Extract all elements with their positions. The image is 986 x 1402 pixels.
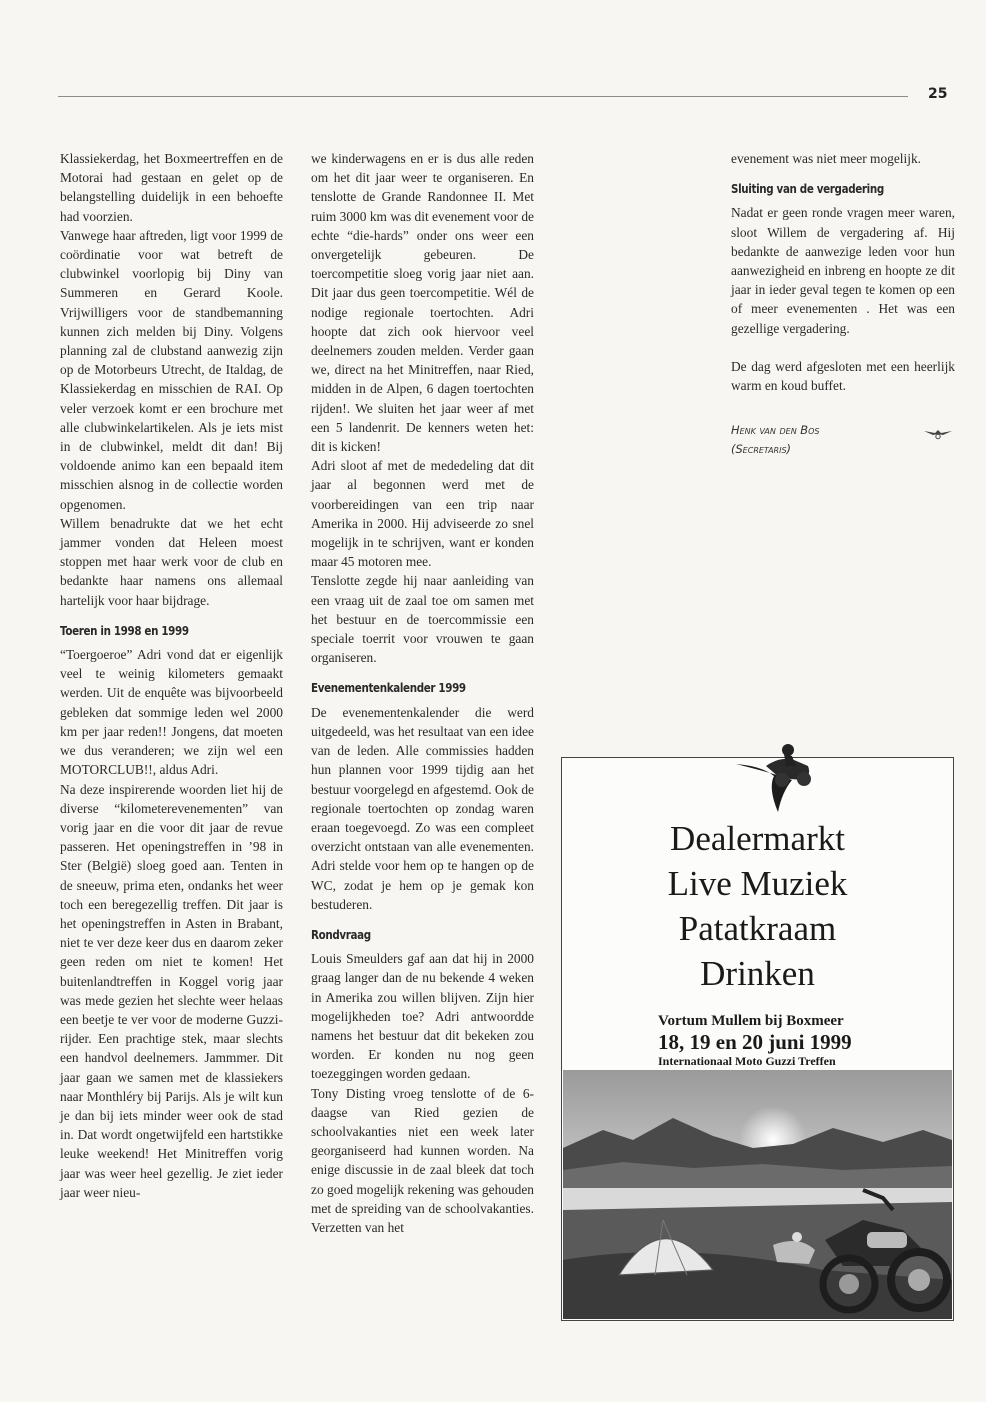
author-role: (Secretaris) [731,442,791,457]
ad-headline-list [562,816,953,996]
ad-line: Dealermarkt [670,819,845,858]
ad-event: Internationaal Moto Guzzi Treffen [658,1054,836,1068]
page-number: 25 [928,86,948,102]
ad-dates: 18, 19 en 20 juni 1999 [658,1030,852,1054]
paragraph: we kinderwagens en er is dus alle reden om het dit jaar weer te organiseren. En tenslotte de Grande Randonnee II. Met ruim 3000 km was dit evenement voor de echte “die-hards” onder ons weer een onvergetelijk gebeuren. De toercompetitie sloeg vorig jaar niet aan. Dit jaar dus geen toercompetitie. Wél de nodige regionale toertochten. Adri hoopte dat zich ook hiervoor veel deelnemers zouden melden. Verder gaan we, direct na het Minitreffen, naar Ried, midden in de Alpen, 6 dagen toertochten rijden!. We sluiten het jaar weer af met een 5 landenrit. De kenners weten het: dit is kicken! [311,151,534,455]
paragraph: Na deze inspirerende woorden liet hij de diverse “kilometerevenementen” van vorig jaar en die voor dit jaar de revue passeren. Het openingstreffen in ’98 in Ster (België) sloeg goed aan. Tenten in de sneeuw, prima eten, ondanks het weer toch een beregezellig treffen. Dit jaar is het openingstreffen in Asten in Brabant, niet te ver deze keer dus en daarom zeker geen reden om niet te komen! Het buitenlandtreffen in Koggel vorig jaar was mede gezien het slechte weer helaas een beetje te ver voor de moderne Guzzi-rijder. Een prachtige stek, maar slechts een handvol deelnemers. Jammmer. Dit jaar gaan we samen met de klassiekers naar Monthléry bij Parijs. Als je wilt kun je dan bij iets minder weer ook de stad in. Dat wordt ongetwijfeld een hartstikke leuke weekend! Het Minitreffen vorig jaar was weer heel gezellig. Je ziet ieder jaar weer nieu- [60,781,283,1200]
ad-line: Live Muziek [667,864,848,903]
ad-line: Drinken [700,954,815,993]
paragraph: Willem benadrukte dat we het echt jammer vonden dat Heleen moest stoppen met haar werk voor de club en bedankte haar namens ons allemaal hartelijk voor haar bijdrage. [60,515,283,608]
ad-info [658,1013,948,1068]
section-heading: Rondvraag [311,927,371,942]
eagle-icon [923,427,953,441]
advertisement [561,757,954,1321]
paragraph: Tenslotte zegde hij naar aanleiding van een vraag uit de zaal toe om samen met het bestuur en de toercommissie een speciale toerrit voor vrouwen te gaan organiseren. [311,573,534,666]
paragraph: Nadat er geen ronde vragen meer waren, sloot Willem de vergadering af. Hij bedankte de aanwezige leden voor hun aanwezigheid en inbreng en hoopte ze dit jaar in ieder geval tegen te komen op een of meer evenementen . Het was een gezellige vergadering. [731,205,955,336]
section-heading: Toeren in 1998 en 1999 [60,623,189,638]
paragraph: Klassiekerdag, het Boxmeertreffen en de Motorai had gestaan en gelet op de belangstelling duidelijk in een behoefte had voorzien. [60,151,283,224]
paragraph: De dag werd afgesloten met een heerlijk warm en koud buffet. [731,358,955,394]
paragraph: Louis Smeulders gaf aan dat hij in 2000 graag langer dan de nu bekende 4 weken in Amerika zou willen blijven. Zijn hier mogelijkheden toe? Adri antwoordde namens het bestuur dat dit bekeken zou worden. Er konden nu nog geen toezeggingen worden gedaan. [311,951,534,1082]
ad-venue: Vortum Mullem bij Boxmeer [658,1013,844,1029]
column-3 [731,149,955,465]
paragraph: Tony Disting vroeg tenslotte of de 6-daagse van Ried gezien de schoolvakanties niet een week later georganiseerd had kunnen worden. Na enige discussie in de zaal bleek dat toch zo goed mogelijk rekening was gehouden met de spreiding van de schoolvakanties. Verzetten van het [311,1085,534,1235]
paragraph: “Toergoeroe” Adri vond dat er eigenlijk veel te weinig kilometers gemaakt werden. Uit de enquête was bijvoorbeeld gebleken dat sommige leden wel 2000 km per jaar reden!! Jongens, dat moeten we dus veranderen; we zijn wel een MOTORCLUB!!, aldus Adri. [60,647,283,778]
rider-eagle-logo-icon [732,736,822,820]
campsite-motorcycle-photo [563,1070,952,1319]
column-1 [60,149,283,1202]
author-name: Henk van den Bos [731,423,820,438]
ad-line: Patatkraam [678,909,837,948]
section-heading: Sluiting van de vergadering [731,182,884,197]
paragraph: evenement was niet meer mogelijk. [731,151,922,166]
signature-block [731,421,955,465]
spacer [731,338,955,357]
paragraph: Adri sloot af met de mededeling dat dit jaar al begonnen werd met de voorbereidingen van een trip naar Amerika in 2000. Hij adviseerde zo snel mogelijk in te schrijven, want er konden maar 45 motoren mee. [311,458,534,570]
section-heading: Evenementenkalender 1999 [311,681,466,696]
paragraph: De evenementenkalender die werd uitgedeeld, was het resultaat van een idee van de leden. Alle commissies hadden hun plannen voor 1999 tijdig aan het bestuur voorgelegd en afgestemd. Ook de regionale toertochten op zondag waren eraan toegevoegd. Zo was een compleet overzicht ontstaan van alle evenementen. Adri stelde voor hem op te hangen op de WC, zodat je hem op je gemak kon bestuderen. [311,704,534,912]
paragraph: Vanwege haar aftreden, ligt voor 1999 de coördinatie voor wat betreft de clubwinkel voorlopig bij Diny van Summeren en Gerard Koole. Vrijwilligers voor de standbemanning kunnen zich melden bij Diny. Volgens planning zal de clubstand aanwezig zijn op de Motorbeurs Utrecht, de Italdag, de Klassiekerdag en misschien de RAI. Op veler verzoek komt er een brochure met alle clubwinkelartikelen. Als je iets mist in de clubwinkel, meldt dit dan! Bij voldoende animo kan een bepaald item misschien alsnog in de collectie worden opgenomen. [60,227,283,512]
column-2 [311,149,534,1237]
header-rule [58,96,908,97]
